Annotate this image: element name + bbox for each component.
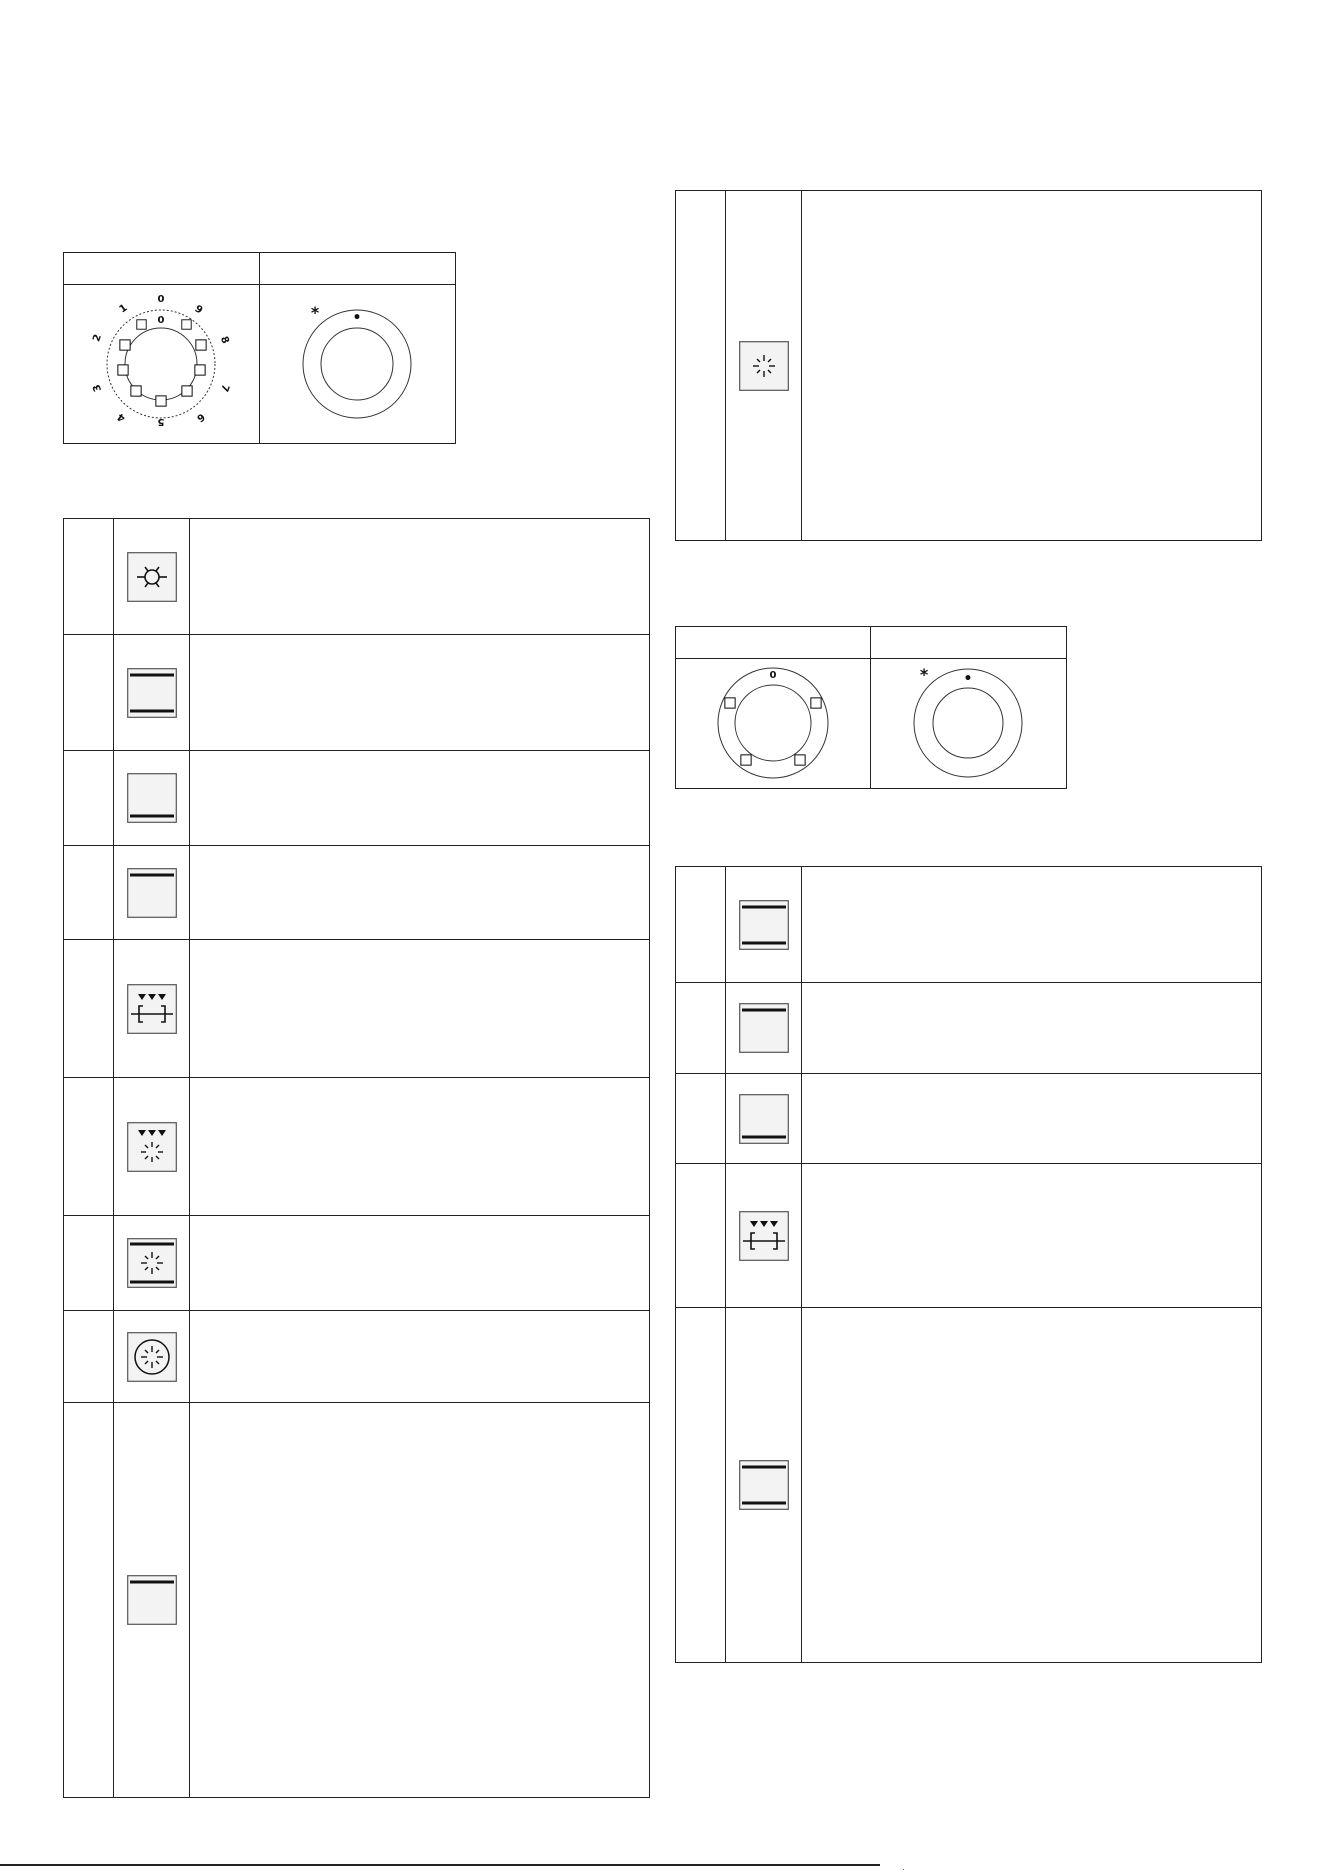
row-description-cell — [190, 940, 650, 1078]
top-heat-icon — [739, 1003, 789, 1053]
footer-rule — [0, 1864, 880, 1866]
grill-icon — [127, 984, 177, 1034]
table-row — [676, 1074, 1262, 1164]
temperature-selector-dial — [260, 285, 455, 438]
row-icon-cell — [114, 940, 190, 1078]
temperature-selector-cell — [871, 659, 1067, 789]
selector-label-3: 3 — [91, 382, 105, 394]
row-description-cell — [190, 1078, 650, 1216]
row-icon-cell — [726, 983, 802, 1074]
dial-table-2-header-right — [871, 627, 1067, 659]
grill-icon — [739, 1211, 789, 1261]
row-number-cell — [676, 1074, 726, 1164]
table-row — [676, 1308, 1262, 1663]
selector-label-0: 0 — [157, 294, 165, 305]
table-row — [676, 983, 1262, 1074]
table-row — [676, 867, 1262, 983]
row-description-cell — [190, 1403, 650, 1798]
function-table-1 — [63, 518, 650, 1798]
top-bottom-heat-icon — [127, 668, 177, 718]
oven-function-selector-cell — [64, 285, 260, 444]
oven-function-selector-cell — [676, 659, 871, 789]
selector-label-6: 6 — [194, 410, 207, 424]
grill-fan-icon — [127, 1122, 177, 1172]
row-description-cell — [802, 983, 1262, 1074]
row-description-cell — [802, 191, 1262, 541]
selector-label-8: 8 — [217, 334, 231, 346]
footer-mark: · — [902, 1865, 905, 1874]
selector-label-4: 4 — [115, 410, 128, 424]
table-row — [64, 751, 650, 846]
row-icon-cell — [114, 635, 190, 751]
oven-function-selector-dial-2 — [676, 659, 870, 783]
row-icon-cell — [114, 1078, 190, 1216]
top-heat-icon — [127, 868, 177, 918]
temperature-selector-cell — [260, 285, 456, 444]
row-number-cell — [64, 1078, 114, 1216]
row-number-cell — [64, 751, 114, 846]
dial-table-1-header-left — [64, 253, 260, 285]
top-bottom-heat-icon — [739, 900, 789, 950]
selector-label-7: 7 — [217, 382, 231, 394]
table-row — [64, 1403, 650, 1798]
table-row — [64, 635, 650, 751]
dial-table-2 — [675, 626, 1067, 789]
row-icon-cell — [114, 1216, 190, 1311]
temperature-selector-dial-2 — [871, 659, 1066, 783]
row-icon-cell — [726, 1164, 802, 1308]
table-row — [64, 1078, 650, 1216]
row-number-cell — [64, 519, 114, 635]
function-table-3 — [675, 866, 1262, 1663]
row-number-cell — [676, 1164, 726, 1308]
row-icon-cell — [114, 1311, 190, 1403]
dial-table-1 — [63, 252, 456, 444]
selector-inner-zero: 0 — [157, 315, 165, 326]
temperature-indicator-dot: • — [352, 310, 362, 326]
row-number-cell — [676, 1308, 726, 1663]
temperature-snowflake-mark: * — [310, 303, 320, 322]
oven-light-icon — [127, 552, 177, 602]
row-number-cell — [64, 635, 114, 751]
row-description-cell — [190, 1311, 650, 1403]
table-row — [64, 940, 650, 1078]
table-row — [64, 1216, 650, 1311]
row-description-cell — [190, 635, 650, 751]
row-icon-cell — [726, 1074, 802, 1164]
row-icon-cell — [114, 846, 190, 940]
temperature-indicator-dot: • — [963, 671, 973, 687]
hot-air-icon — [127, 1332, 177, 1382]
row-number-cell — [64, 1403, 114, 1798]
table-row — [676, 191, 1262, 541]
row-description-cell — [190, 1216, 650, 1311]
top-bottom-heat-icon — [739, 1460, 789, 1510]
row-description-cell — [190, 519, 650, 635]
row-number-cell — [64, 846, 114, 940]
row-icon-cell — [726, 1308, 802, 1663]
selector-label-5: 5 — [157, 416, 165, 427]
selector-label-9: 9 — [192, 303, 205, 317]
row-description-cell — [190, 751, 650, 846]
top-heat-icon — [127, 1575, 177, 1625]
selector-label-2: 2 — [91, 332, 105, 344]
row-icon-cell — [114, 519, 190, 635]
row-icon-cell — [114, 751, 190, 846]
table-row — [64, 1311, 650, 1403]
dial-table-2-header-left — [676, 627, 871, 659]
row-description-cell — [802, 1074, 1262, 1164]
bottom-heat-icon — [127, 773, 177, 823]
row-icon-cell — [114, 1403, 190, 1798]
defrost-fan-icon — [739, 341, 789, 391]
selector-label-0: 0 — [769, 670, 777, 681]
row-description-cell — [802, 867, 1262, 983]
row-description-cell — [190, 846, 650, 940]
row-icon-cell — [726, 867, 802, 983]
dial-table-1-header-right — [260, 253, 456, 285]
table-row — [64, 846, 650, 940]
row-icon-cell — [726, 191, 802, 541]
fan-top-bottom-heat-icon — [127, 1238, 177, 1288]
selector-label-1: 1 — [117, 302, 130, 316]
row-description-cell — [802, 1308, 1262, 1663]
row-number-cell — [64, 940, 114, 1078]
table-row — [64, 519, 650, 635]
temperature-snowflake-mark: * — [919, 665, 929, 684]
table-row — [676, 1164, 1262, 1308]
row-description-cell — [802, 1164, 1262, 1308]
bottom-heat-icon — [739, 1094, 789, 1144]
row-number-cell — [676, 867, 726, 983]
oven-function-selector-dial — [64, 285, 259, 438]
row-number-cell — [64, 1216, 114, 1311]
function-table-2 — [675, 190, 1262, 541]
row-number-cell — [64, 1311, 114, 1403]
row-number-cell — [676, 191, 726, 541]
row-number-cell — [676, 983, 726, 1074]
